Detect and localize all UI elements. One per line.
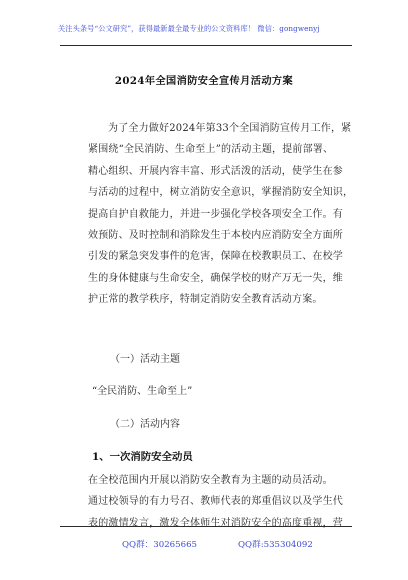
header-promo-note: 关注头条号“公文研究”，获得最新最全最专业的公文资料库！ 微信：gongwenyj (58, 24, 320, 33)
intro-line: 提高自护自救能力，并进一步强化学校各项安全工作。有 (88, 208, 343, 220)
intro-line: 精心组织、开展内容丰富、形式活泼的活动，使学生在参 (88, 165, 343, 177)
subheading-mobilization: 1、一次消防安全动员 (92, 451, 193, 463)
body-line: 表的激情发言，激发全体师生对消防安全的高度重视，营 (88, 517, 343, 529)
intro-line: 引发的紧急突发事件的危害，保障在校教职员工、在校学 (88, 251, 343, 263)
intro-line: 护正常的教学秩序，特制定消防安全教育活动方案。 (88, 294, 323, 306)
header-divider (60, 45, 352, 46)
mobilization-paragraph (88, 470, 343, 534)
section-heading-theme: （一）活动主题 (110, 354, 180, 365)
footer-contacts (122, 538, 313, 550)
intro-line: 紧围绕“全民消防、生命至上”的活动主题，提前部署、 (88, 144, 334, 156)
body-line: 通过校领导的有力号召、教师代表的郑重倡议以及学生代 (88, 496, 343, 508)
intro-line: 效预防、及时控制和消除发生于本校内应消防安全方面所 (88, 230, 343, 242)
document-title: 2024年全国消防安全宣传月活动方案 (114, 75, 294, 87)
intro-line: 为了全力做好2024年第33个全国消防宣传月工作，紧 (108, 123, 352, 134)
intro-line: 与活动的过程中，树立消防安全意识，掌握消防安全知识， (88, 187, 354, 199)
body-line: 在全校范围内开展以消防安全教育为主题的动员活动。 (88, 475, 333, 486)
footer-divider (60, 526, 352, 527)
footer-qq-group-2: QQ群:535304092 (238, 540, 313, 550)
theme-slogan: “全民消防、生命至上” (92, 386, 193, 397)
section-heading-content: （二）活动内容 (110, 419, 180, 430)
footer-qq-group-1: QQ群：30265665 (122, 540, 198, 550)
intro-line: 生的身体健康与生命安全，确保学校的财产万无一失，维 (88, 272, 343, 284)
intro-paragraph (88, 118, 354, 311)
